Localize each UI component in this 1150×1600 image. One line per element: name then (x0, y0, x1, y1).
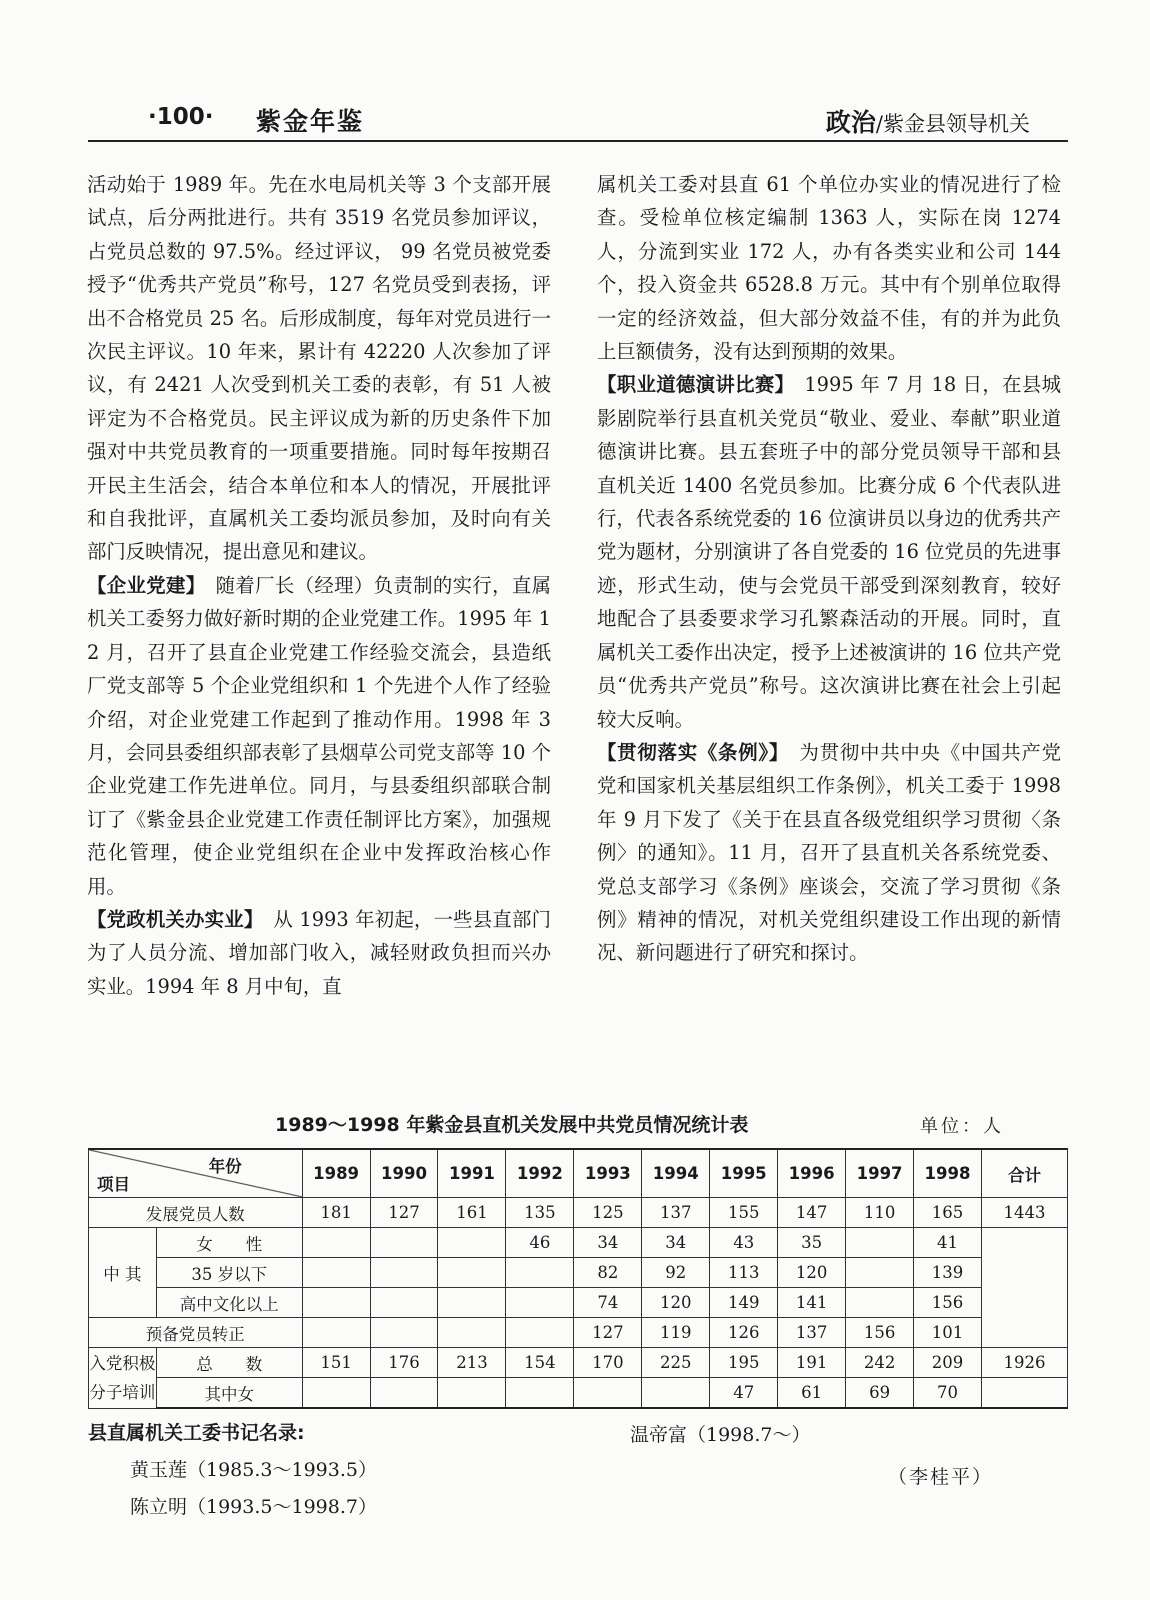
value-cell: 47 (710, 1378, 778, 1409)
training-label-line: 分子培训 (89, 1382, 156, 1402)
value-cell: 156 (846, 1318, 914, 1348)
value-cell (302, 1318, 370, 1348)
value-cell (846, 1258, 914, 1288)
value-cell: 92 (642, 1258, 710, 1288)
total-cell (981, 1378, 1067, 1409)
section-main: 政治 (825, 108, 876, 137)
row-label: 总 数 (156, 1348, 302, 1378)
corner-item-label: 项目 (97, 1175, 130, 1194)
paragraph (87, 903, 551, 1003)
value-cell: 35 (778, 1228, 846, 1258)
secretary-entry: 陈立明（1993.5～1998.7） (130, 1496, 377, 1518)
value-cell (438, 1378, 506, 1409)
table-row (89, 1258, 1068, 1288)
value-cell: 165 (914, 1198, 982, 1228)
value-cell (302, 1378, 370, 1409)
value-cell (506, 1378, 574, 1409)
total-cell: 1926 (981, 1348, 1067, 1378)
section-heading: 【党政机关办实业】 (87, 907, 254, 931)
training-group-label (89, 1348, 157, 1409)
value-cell (438, 1318, 506, 1348)
year-header: 1994 (642, 1149, 710, 1198)
paragraph (597, 368, 1061, 735)
year-header: 1989 (302, 1149, 370, 1198)
paragraph (597, 736, 1061, 970)
value-cell (438, 1258, 506, 1288)
section-title (826, 103, 1030, 139)
value-cell: 151 (302, 1348, 370, 1378)
total-header: 合计 (981, 1149, 1067, 1198)
value-cell (574, 1378, 642, 1409)
row-label: 女 性 (156, 1228, 302, 1258)
year-header: 1997 (846, 1149, 914, 1198)
corner-year-label: 年份 (208, 1157, 242, 1176)
paragraph (87, 569, 551, 903)
secretary-entry: 温帝富（1998.7～） (630, 1424, 811, 1446)
value-cell: 209 (914, 1348, 982, 1378)
value-cell: 176 (370, 1348, 438, 1378)
page-header (88, 100, 1068, 142)
value-cell: 161 (438, 1198, 506, 1228)
value-cell: 120 (642, 1288, 710, 1318)
value-cell (438, 1228, 506, 1258)
page-number: ·100· (148, 104, 214, 130)
paragraph: 属机关工委对县直 61 个单位办实业的情况进行了检查。受检单位核定编制 1363 人，实际在岗 1274 人，分流到实业 172 人，办有各类实业和公司 144 个，投入资金共 6528.8 万元。其中有个别单位取得一定的经济效益，但大部分效益不佳，有的并为此负上巨额债务，没有达到预期的效果。 (597, 173, 1061, 364)
value-cell (370, 1318, 438, 1348)
year-header: 1990 (370, 1149, 438, 1198)
table-row (89, 1348, 1068, 1378)
value-cell: 170 (574, 1348, 642, 1378)
value-cell (506, 1318, 574, 1348)
value-cell: 225 (642, 1348, 710, 1378)
value-cell (642, 1378, 710, 1409)
training-label-line: 入党积极 (89, 1353, 156, 1373)
year-header: 1995 (710, 1149, 778, 1198)
value-cell: 74 (574, 1288, 642, 1318)
value-cell (302, 1228, 370, 1258)
value-cell (302, 1258, 370, 1288)
table-header-row (89, 1149, 1068, 1198)
paragraph-text: 1995 年 7 月 18 日，在县城影剧院举行县直机关党员“敬业、爱业、奉献”职业道德演讲比赛。县五套班子中的部分党员领导干部和县直机关近 1400 名党员参加。比赛分成 6 个代表队进行，代表各系统党委的 16 位演讲员以身边的优秀共产党为题材，分别演讲了各自党委的 16 位党员的先进事迹，形式生动，使与会党员干部受到深刻教育，较好地配合了县委要求学习孔繁森活动的开展。同时，直属机关工委作出决定，授予上述被演讲的 16 位共产党员“优秀共产党员”称号。这次演讲比赛在社会上引起较大反响。 (597, 373, 1061, 731)
section-heading: 【职业道德演讲比赛】 (597, 373, 785, 397)
table-row (89, 1228, 1068, 1258)
year-header: 1991 (438, 1149, 506, 1198)
value-cell: 43 (710, 1228, 778, 1258)
section-sub: /紫金县领导机关 (875, 112, 1030, 136)
section-heading: 【企业党建】 (87, 573, 196, 597)
secretary-entry: 黄玉莲（1985.3～1993.5） (130, 1459, 377, 1481)
value-cell: 191 (778, 1348, 846, 1378)
value-cell (370, 1258, 438, 1288)
paragraph-text: 随着厂长（经理）负责制的实行，直属机关工委努力做好新时期的企业党建工作。1995 年 12 月，召开了县直企业党建工作经验交流会，县造纸厂党支部等 5 个企业党组织和 1 个先进个人作了经验介绍，对企业党建工作起到了推动作用。1998 年 3 月，会同县委组织部表彰了县烟草公司党支部等 10 个企业党建工作先进单位。同月，与县委组织部联合制订了《紫金县企业党建工作责任制评比方案》，加强规范化管理，使企业党组织在企业中发挥政治核心作用。 (87, 573, 551, 898)
right-column (597, 168, 1061, 970)
value-cell (506, 1288, 574, 1318)
value-cell: 139 (914, 1258, 982, 1288)
value-cell: 46 (506, 1228, 574, 1258)
value-cell (846, 1228, 914, 1258)
value-cell (370, 1378, 438, 1409)
corner-cell (89, 1149, 303, 1198)
paragraph-text: 从 1993 年初起，一些县直部门为了人员分流、增加部门收入，减轻财政负担而兴办实业。1994 年 8 月中旬，直 (87, 907, 551, 998)
value-cell: 127 (370, 1198, 438, 1228)
value-cell: 70 (914, 1378, 982, 1409)
value-cell: 113 (710, 1258, 778, 1288)
value-cell: 119 (642, 1318, 710, 1348)
table-caption: 1989～1998 年紫金县直机关发展中共党员情况统计表 (275, 1114, 749, 1136)
value-cell (846, 1288, 914, 1318)
value-cell: 34 (574, 1228, 642, 1258)
value-cell: 156 (914, 1288, 982, 1318)
value-cell: 137 (778, 1318, 846, 1348)
value-cell (302, 1288, 370, 1318)
value-cell: 101 (914, 1318, 982, 1348)
value-cell (370, 1288, 438, 1318)
total-cell (981, 1228, 1067, 1348)
value-cell: 126 (710, 1318, 778, 1348)
table-row (89, 1318, 1068, 1348)
author-credit: （李桂平） (888, 1466, 994, 1488)
table-row (89, 1288, 1068, 1318)
row-label: 发展党员人数 (89, 1198, 303, 1228)
value-cell: 147 (778, 1198, 846, 1228)
value-cell: 127 (574, 1318, 642, 1348)
value-cell: 242 (846, 1348, 914, 1378)
section-heading: 【贯彻落实《条例》】 (597, 740, 780, 764)
value-cell (506, 1258, 574, 1288)
value-cell: 195 (710, 1348, 778, 1378)
value-cell: 61 (778, 1378, 846, 1409)
table-row (89, 1198, 1068, 1228)
value-cell: 213 (438, 1348, 506, 1378)
value-cell: 141 (778, 1288, 846, 1318)
paragraph: 活动始于 1989 年。先在水电局机关等 3 个支部开展试点，后分两批进行。共有 3519 名党员参加评议，占党员总数的 97.5%。经过评议， 99 名党员被党委授予“优秀共产党员”称号，127 名党员受到表扬，评出不合格党员 25 名。后形成制度，每年对党员进行一次民主评议。10 年来，累计有 42220 人次参加了评议，有 2421 人次受到机关工委的表彰，有 51 人被评定为不合格党员。民主评议成为新的历史条件下加强对中共党员教育的一项重要措施。同时每年按期召开民主生活会，结合本单位和本人的情况，开展批评和自我批评，直属机关工委均派员参加，及时向有关部门反映情况，提出意见和建议。 (87, 173, 551, 564)
value-cell: 149 (710, 1288, 778, 1318)
value-cell: 125 (574, 1198, 642, 1228)
left-column (87, 168, 551, 1003)
row-label: 预备党员转正 (89, 1318, 303, 1348)
value-cell: 41 (914, 1228, 982, 1258)
value-cell (370, 1228, 438, 1258)
value-cell: 82 (574, 1258, 642, 1288)
total-cell: 1443 (981, 1198, 1067, 1228)
value-cell: 34 (642, 1228, 710, 1258)
value-cell: 120 (778, 1258, 846, 1288)
value-cell (438, 1288, 506, 1318)
secretaries-title: 县直属机关工委书记名录: (88, 1422, 305, 1444)
row-label: 高中文化以上 (156, 1288, 302, 1318)
value-cell: 137 (642, 1198, 710, 1228)
party-member-stats-table (88, 1148, 1068, 1409)
table-row (89, 1378, 1068, 1409)
year-header: 1993 (574, 1149, 642, 1198)
year-header: 1998 (914, 1149, 982, 1198)
value-cell: 181 (302, 1198, 370, 1228)
table-unit: 单位：人 (920, 1116, 1004, 1137)
value-cell: 110 (846, 1198, 914, 1228)
year-header: 1996 (778, 1149, 846, 1198)
year-header: 1992 (506, 1149, 574, 1198)
value-cell: 154 (506, 1348, 574, 1378)
row-label: 其中女 (156, 1378, 302, 1409)
book-title: 紫金年鉴 (256, 107, 365, 136)
value-cell: 135 (506, 1198, 574, 1228)
value-cell: 155 (710, 1198, 778, 1228)
group-label: 中 其 (89, 1228, 157, 1318)
value-cell: 69 (846, 1378, 914, 1409)
row-label: 35 岁以下 (156, 1258, 302, 1288)
paragraph-text: 为贯彻中共中央《中国共产党党和国家机关基层组织工作条例》，机关工委于 1998 年 9 月下发了《关于在县直各级党组织学习贯彻〈条例〉的通知》。11 月，召开了县直机关各系统党委、党总支部学习《条例》座谈会，交流了学习贯彻《条例》精神的情况，对机关党组织建设工作出现的新情况、新问题进行了研究和探讨。 (597, 740, 1061, 965)
